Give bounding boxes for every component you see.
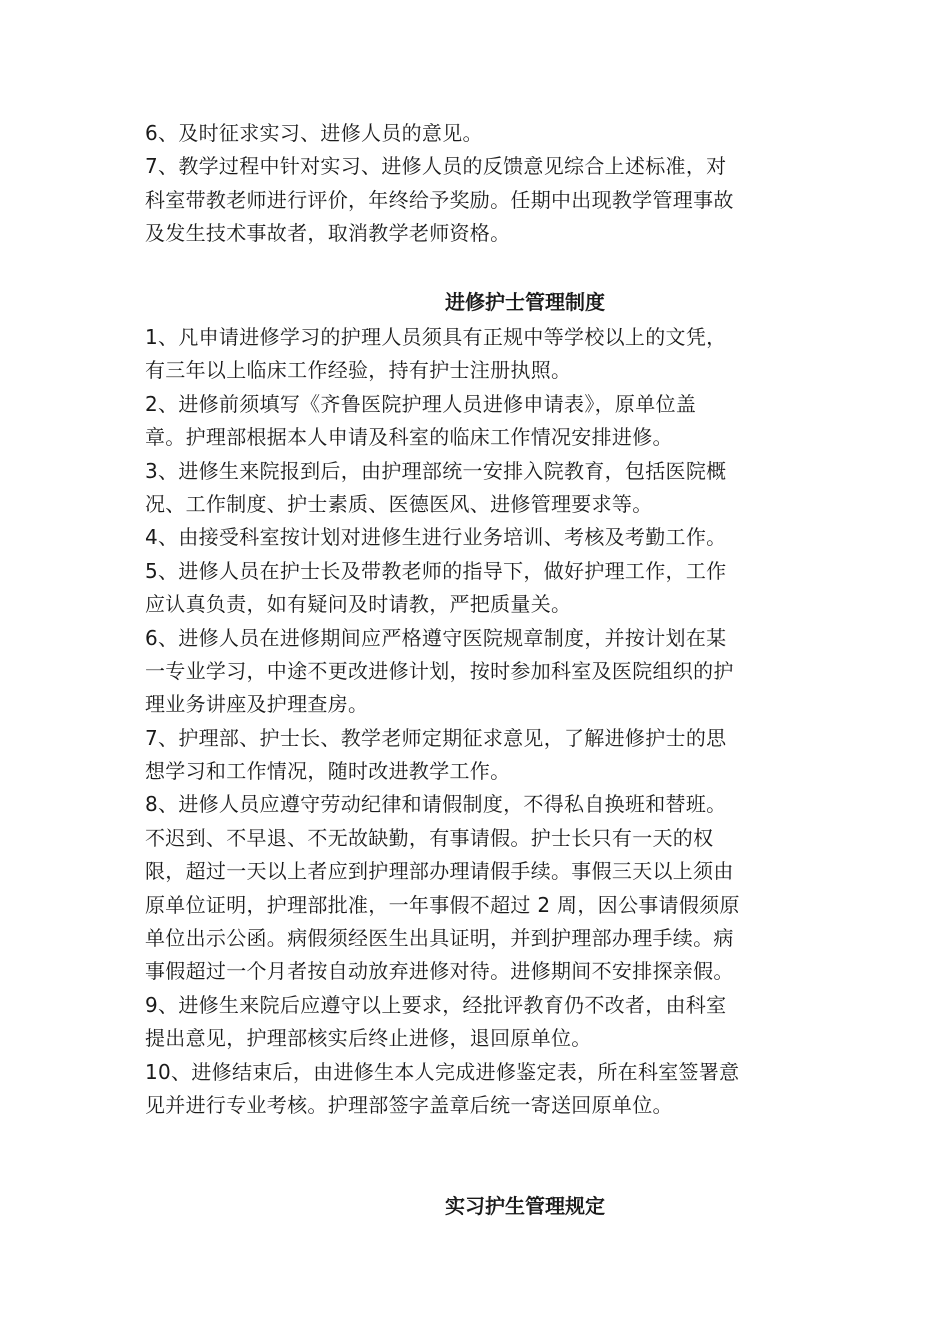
text-line: 10、进修结束后，由进修生本人完成进修鉴定表，所在科室签署意: [145, 1059, 740, 1084]
text-line: 提出意见，护理部核实后终止进修，退回原单位。: [145, 1026, 592, 1051]
text-line: 事假超过一个月者按自动放弃进修对待。进修期间不安排探亲假。: [145, 959, 734, 984]
text-line: 单位出示公函。病假须经医生出具证明，并到护理部办理手续。病: [145, 926, 734, 951]
top-section: [145, 117, 810, 251]
text-line: 7、教学过程中针对实习、进修人员的反馈意见综合上述标准，对: [145, 154, 727, 179]
text-line: 原单位证明，护理部批准，一年事假不超过 2 周，因公事请假须原: [145, 892, 740, 917]
text-line: 9、进修生来院后应遵守以上要求，经批评教育仍不改者，由科室: [145, 992, 727, 1017]
text-line: 不迟到、不早退、不无故缺勤，有事请假。护士长只有一天的权: [145, 825, 714, 850]
text-line: 见并进行专业考核。护理部签字盖章后统一寄送回原单位。: [145, 1092, 673, 1117]
text-line: 理业务讲座及护理查房。: [145, 692, 369, 717]
text-line: 况、工作制度、护士素质、医德医风、进修管理要求等。: [145, 491, 653, 516]
nurse-training-rules: [145, 321, 810, 1122]
text-line: 章。护理部根据本人申请及科室的临床工作情况安排进修。: [145, 425, 673, 450]
text-line: 8、进修人员应遵守劳动纪律和请假制度，不得私自换班和替班。: [145, 792, 727, 817]
text-line: 6、进修人员在进修期间应严格遵守医院规章制度，并按计划在某: [145, 625, 727, 650]
text-line: 科室带教老师进行评价，年终给予奖励。任期中出现教学管理事故: [145, 187, 734, 212]
text-line: 6、及时征求实习、进修人员的意见。: [145, 121, 483, 145]
section-title-nurse-training: 进修护士管理制度: [445, 290, 605, 314]
text-line: 2、进修前须填写《齐鲁医院护理人员进修申请表》，原单位盖: [145, 391, 697, 416]
text-line: 应认真负责，如有疑问及时请教，严把质量关。: [145, 592, 572, 617]
text-line: 及发生技术事故者，取消教学老师资格。: [145, 221, 511, 246]
text-line: 7、护理部、护士长、教学老师定期征求意见，了解进修护士的思: [145, 725, 727, 750]
text-line: 一专业学习，中途不更改进修计划，按时参加科室及医院组织的护: [145, 658, 734, 683]
section-title-intern-nurse: 实习护生管理规定: [445, 1194, 605, 1218]
text-line: 限，超过一天以上者应到护理部办理请假手续。事假三天以上须由: [145, 859, 734, 884]
text-line: 3、进修生来院报到后，由护理部统一安排入院教育，包括医院概: [145, 458, 727, 483]
text-line: 1、凡申请进修学习的护理人员须具有正规中等学校以上的文凭，: [145, 325, 727, 349]
text-line: 4、由接受科室按计划对进修生进行业务培训、考核及考勤工作。: [145, 525, 727, 550]
text-line: 5、进修人员在护士长及带教老师的指导下，做好护理工作，工作: [145, 558, 727, 583]
text-line: 想学习和工作情况，随时改进教学工作。: [145, 759, 511, 784]
text-line: 有三年以上临床工作经验，持有护士注册执照。: [145, 358, 572, 383]
